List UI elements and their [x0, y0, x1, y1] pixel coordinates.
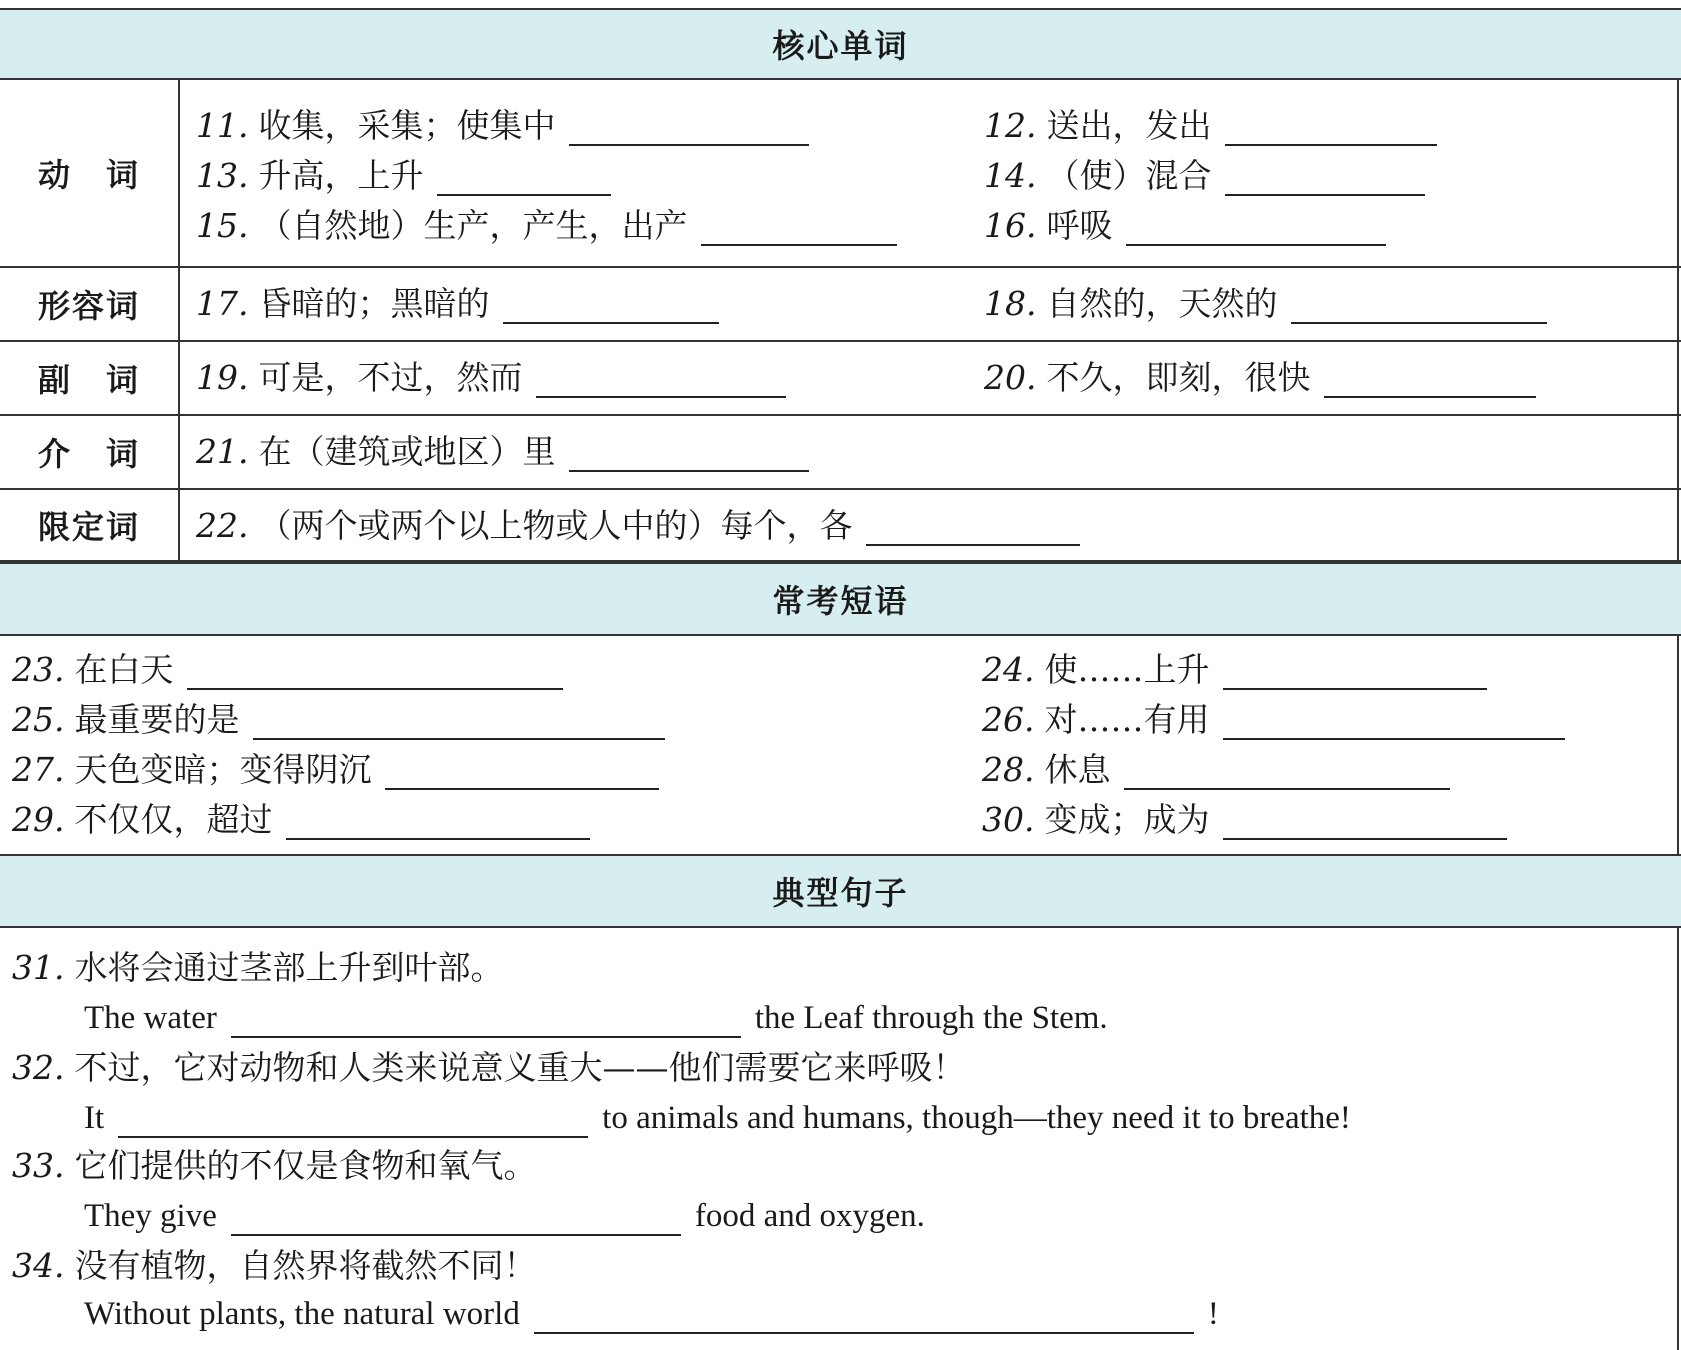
- item-number: 21.: [196, 432, 249, 471]
- sentence-english-before: It: [84, 1100, 105, 1136]
- category-verb: 动 词: [0, 80, 180, 266]
- sentence-31-english: [84, 998, 1108, 1038]
- item-number: 31.: [12, 948, 65, 987]
- item-number: 24.: [982, 650, 1035, 689]
- item-number: 33.: [12, 1146, 65, 1185]
- item-number: 16.: [984, 206, 1037, 245]
- item-prompt: 送出，发出: [1046, 106, 1212, 145]
- item-number: 13.: [196, 156, 249, 195]
- phrase-item-29: [12, 800, 590, 840]
- item-prompt: 不仅仅，超过: [74, 800, 273, 839]
- sentence-31-chinese: [12, 948, 503, 988]
- sentence-32-chinese: [12, 1048, 965, 1088]
- answer-blank-34[interactable]: [534, 1298, 1194, 1334]
- sentence-34-english: [84, 1294, 1219, 1334]
- word-item-15: [196, 206, 897, 246]
- item-number: 19.: [196, 358, 249, 397]
- sentence-english-before: Without plants, the natural world: [84, 1296, 520, 1332]
- item-number: 32.: [12, 1048, 65, 1087]
- item-prompt: 变成；成为: [1044, 800, 1210, 839]
- answer-blank-18[interactable]: [1291, 288, 1547, 324]
- item-prompt: 天色变暗；变得阴沉: [74, 750, 372, 789]
- word-item-21: [196, 432, 809, 472]
- row-verbs: [0, 80, 1681, 268]
- row-determiners: [0, 490, 1681, 562]
- sentence-33-chinese: [12, 1146, 536, 1186]
- item-prompt: 在白天: [74, 650, 174, 689]
- section-title-phrases: 常考短语: [772, 582, 909, 620]
- answer-blank-20[interactable]: [1324, 362, 1536, 398]
- answer-blank-29[interactable]: [286, 804, 590, 840]
- section-header-core-words: [0, 8, 1681, 80]
- answer-blank-13[interactable]: [437, 160, 611, 196]
- item-prompt: 呼吸: [1046, 206, 1113, 245]
- item-prompt: 最重要的是: [74, 700, 240, 739]
- sentence-english-before: The water: [84, 1000, 217, 1036]
- item-number: 23.: [12, 650, 65, 689]
- row-prepositions: [0, 416, 1681, 490]
- item-number: 11.: [196, 106, 249, 145]
- item-number: 18.: [984, 284, 1037, 323]
- item-prompt: （自然地）生产，产生，出产: [258, 206, 688, 245]
- word-item-22: [196, 506, 1080, 546]
- section-title-core-words: 核心单词: [772, 27, 909, 65]
- item-number: 25.: [12, 700, 65, 739]
- sentence-chinese-text: 它们提供的不仅是食物和氧气。: [74, 1146, 537, 1185]
- item-number: 29.: [12, 800, 65, 839]
- sentence-chinese-text: 不过，它对动物和人类来说意义重大——他们需要它来呼吸！: [74, 1048, 966, 1087]
- row-adjectives: [0, 268, 1681, 342]
- word-item-17: [196, 284, 719, 324]
- phrase-item-23: [12, 650, 563, 690]
- phrase-item-28: [982, 750, 1450, 790]
- answer-blank-14[interactable]: [1225, 160, 1425, 196]
- item-number: 28.: [982, 750, 1035, 789]
- sentence-english-after: to animals and humans, though—they need it to breathe!: [602, 1100, 1351, 1136]
- answer-blank-16[interactable]: [1126, 210, 1386, 246]
- item-number: 12.: [984, 106, 1037, 145]
- category-adverb: 副 词: [0, 342, 180, 414]
- sentence-chinese-text: 水将会通过茎部上升到叶部。: [74, 948, 504, 987]
- item-prompt: 可是，不过，然而: [258, 358, 523, 397]
- category-preposition: 介 词: [0, 416, 180, 488]
- sentence-chinese-text: 没有植物，自然界将截然不同！: [74, 1246, 537, 1285]
- sentence-english-after: the Leaf through the Stem.: [754, 1000, 1108, 1036]
- section-header-phrases: [0, 562, 1681, 636]
- item-number: 17.: [196, 284, 249, 323]
- answer-blank-26[interactable]: [1223, 704, 1565, 740]
- sentence-32-english: [84, 1098, 1351, 1138]
- item-number: 14.: [984, 156, 1037, 195]
- word-item-11: [196, 106, 809, 146]
- item-prompt: 使……上升: [1044, 650, 1210, 689]
- answer-blank-27[interactable]: [385, 754, 659, 790]
- sentence-english-before: They give: [84, 1198, 217, 1234]
- sentence-english-after: !: [1207, 1296, 1219, 1332]
- word-item-13: [196, 156, 611, 196]
- phrase-item-24: [982, 650, 1487, 690]
- sentence-34-chinese: [12, 1246, 536, 1286]
- phrase-item-30: [982, 800, 1507, 840]
- item-prompt: 升高，上升: [258, 156, 424, 195]
- phrase-item-25: [12, 700, 665, 740]
- item-prompt: 对……有用: [1044, 700, 1210, 739]
- sentence-english-after: food and oxygen.: [694, 1198, 925, 1234]
- answer-blank-31[interactable]: [231, 1002, 741, 1038]
- word-item-12: [984, 106, 1437, 146]
- answer-blank-32[interactable]: [118, 1102, 588, 1138]
- answer-blank-33[interactable]: [231, 1200, 681, 1236]
- item-number: 34.: [12, 1246, 65, 1285]
- item-prompt: 在（建筑或地区）里: [258, 432, 556, 471]
- phrase-item-26: [982, 700, 1565, 740]
- phrase-item-27: [12, 750, 659, 790]
- answer-blank-24[interactable]: [1223, 654, 1487, 690]
- answer-blank-12[interactable]: [1225, 110, 1437, 146]
- item-prompt: 不久，即刻，很快: [1046, 358, 1311, 397]
- answer-blank-15[interactable]: [701, 210, 897, 246]
- word-item-16: [984, 206, 1386, 246]
- answer-blank-30[interactable]: [1223, 804, 1507, 840]
- item-number: 26.: [982, 700, 1035, 739]
- item-prompt: 收集，采集；使集中: [258, 106, 556, 145]
- answer-blank-19[interactable]: [536, 362, 786, 398]
- row-adverbs: [0, 342, 1681, 416]
- sentence-33-english: [84, 1196, 925, 1236]
- item-number: 27.: [12, 750, 65, 789]
- item-prompt: 自然的，天然的: [1046, 284, 1278, 323]
- answer-blank-21[interactable]: [569, 436, 809, 472]
- item-prompt: （使）混合: [1046, 156, 1212, 195]
- word-item-18: [984, 284, 1547, 324]
- item-number: 20.: [984, 358, 1037, 397]
- word-item-19: [196, 358, 786, 398]
- item-number: 22.: [196, 506, 249, 545]
- answer-blank-28[interactable]: [1124, 754, 1450, 790]
- answer-blank-22[interactable]: [866, 510, 1080, 546]
- word-item-20: [984, 358, 1536, 398]
- item-prompt: （两个或两个以上物或人中的）每个，各: [258, 506, 853, 545]
- category-determiner: 限定词: [0, 490, 180, 560]
- section-header-sentences: [0, 854, 1681, 928]
- item-prompt: 昏暗的；黑暗的: [258, 284, 490, 323]
- item-prompt: 休息: [1044, 750, 1111, 789]
- category-adjective: 形容词: [0, 268, 180, 340]
- item-number: 30.: [982, 800, 1035, 839]
- answer-blank-17[interactable]: [503, 288, 719, 324]
- answer-blank-23[interactable]: [187, 654, 563, 690]
- answer-blank-25[interactable]: [253, 704, 665, 740]
- answer-blank-11[interactable]: [569, 110, 809, 146]
- word-item-14: [984, 156, 1425, 196]
- section-title-sentences: 典型句子: [772, 874, 909, 912]
- item-number: 15.: [196, 206, 249, 245]
